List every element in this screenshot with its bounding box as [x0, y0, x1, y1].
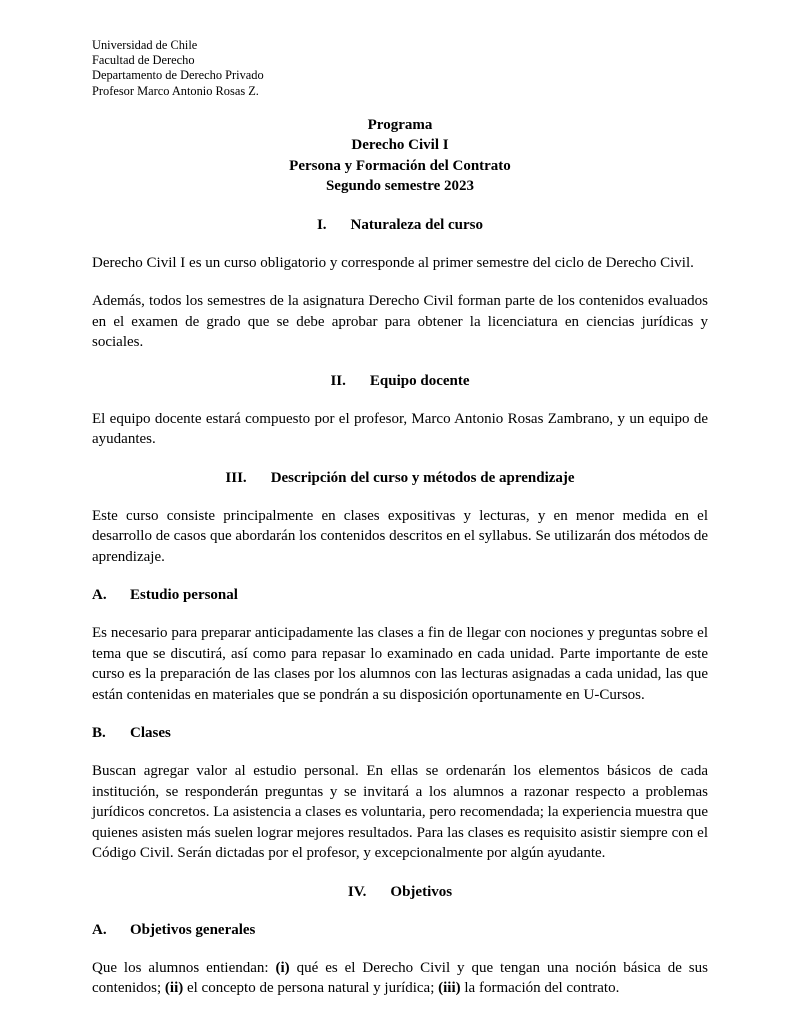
- paragraph: Es necesario para preparar anticipadamente las clases a fin de llegar con nociones y preguntas sobre el tema que se discutirá, así como para repasar lo examinado en cada unidad. Parte importante de este curso es la preparación de las clases por los alumnos con las lecturas asignadas a cada unidad, las que están contenidas en materiales que se pondrán a su disposición oportunamente en U-Cursos.: [92, 625, 708, 703]
- document-header: [92, 38, 708, 99]
- section-heading-nature: [92, 215, 708, 235]
- item-label-i: (i): [275, 959, 290, 976]
- section-heading-objectives: [92, 882, 708, 902]
- section-number: II.: [330, 372, 346, 389]
- section-heading-team: [92, 371, 708, 391]
- objectives-paragraph: [92, 958, 708, 999]
- item-label-iii: (iii): [438, 980, 461, 997]
- subsection-heading-personal-study: [92, 585, 708, 605]
- subsection-title: Estudio personal: [130, 587, 238, 604]
- item-text-iii: la formación del contrato.: [460, 980, 620, 997]
- university-name: Universidad de Chile: [92, 38, 198, 52]
- objectives-intro: Que los alumnos entiendan:: [92, 959, 276, 976]
- section-number: III.: [225, 469, 247, 486]
- subsection-letter: A.: [92, 921, 107, 938]
- paragraph: Este curso consiste principalmente en clases expositivas y lecturas, y en menor medida en el desarrollo de casos que abordarán los contenidos descritos en el syllabus. Se utilizarán dos métodos de aprendizaje.: [92, 507, 708, 565]
- subsection-title: Objetivos generales: [130, 921, 256, 938]
- paragraph: Derecho Civil I es un curso obligatorio y corresponde al primer semestre del ciclo de Derecho Civil.: [92, 254, 694, 271]
- professor-name: Profesor Marco Antonio Rosas Z.: [92, 83, 259, 98]
- department-name: Departamento de Derecho Privado: [92, 68, 264, 83]
- subsection-letter: B.: [92, 725, 106, 742]
- item-label-ii: (ii): [164, 980, 184, 997]
- subsection-letter: A.: [92, 587, 107, 604]
- item-text-ii: el concepto de persona natural y jurídica;: [183, 980, 439, 997]
- subsection-heading-general-objectives: [92, 920, 708, 940]
- title-line-course: Derecho Civil I: [351, 137, 449, 154]
- section-number: IV.: [347, 883, 367, 900]
- paragraph: Buscan agregar valor al estudio personal. En ellas se ordenarán los elementos básicos de cada institución, se responderán preguntas y se invitará a los alumnos a razonar respecto a problemas jurídicos concretos. La asistencia a clases es voluntaria, pero recomendada; la experiencia muestra que quienes asisten más suelen lograr mejores resultados. Para las clases es requisito asistir siempre con el Código Civil. Serán dictadas por el profesor, y excepcionalmente por algún ayudante.: [92, 763, 708, 862]
- paragraph: El equipo docente estará compuesto por el profesor, Marco Antonio Rosas Zambrano, y un equipo de ayudantes.: [92, 410, 708, 448]
- faculty-name: Facultad de Derecho: [92, 53, 195, 68]
- title-line-subtitle: Persona y Formación del Contrato: [289, 157, 511, 174]
- section-title: Descripción del curso y métodos de aprendizaje: [270, 469, 575, 486]
- title-line-semester: Segundo semestre 2023: [325, 178, 475, 195]
- title-line-program: Programa: [367, 116, 433, 133]
- section-heading-description: [92, 468, 708, 488]
- section-title: Naturaleza del curso: [350, 216, 484, 233]
- document-title: [92, 115, 708, 197]
- section-title: Equipo docente: [369, 372, 470, 389]
- section-title: Objetivos: [390, 883, 453, 900]
- section-number: I.: [316, 216, 327, 233]
- item-text-i: qué es el Derecho Civil y que tengan una noción básica de sus contenidos;: [92, 959, 708, 997]
- subsection-title: Clases: [130, 725, 171, 742]
- paragraph: Además, todos los semestres de la asignatura Derecho Civil forman parte de los contenidos evaluados en el examen de grado que se debe aprobar para obtener la licenciatura en ciencias jurídicas y sociales.: [92, 293, 708, 351]
- subsection-heading-classes: [92, 723, 708, 743]
